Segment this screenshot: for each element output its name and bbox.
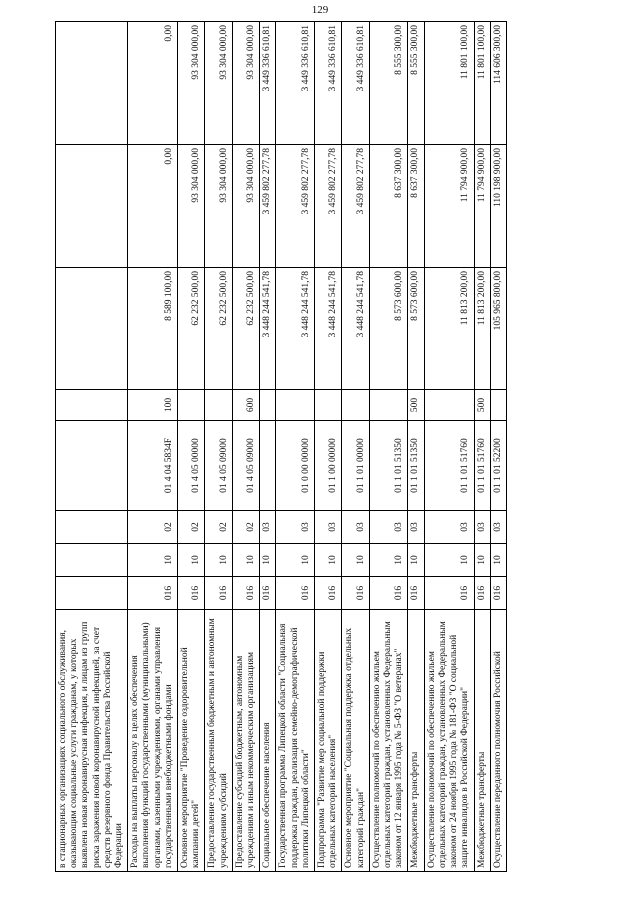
expense-type-cell	[342, 390, 369, 421]
target-article-cell: 01 4 05 09000	[205, 421, 232, 511]
amount-year2-cell: 3 459 802 277,78	[276, 145, 315, 268]
ministry-code-cell: 016	[490, 577, 506, 610]
expense-type-cell: 500	[408, 390, 424, 421]
amount-year2-cell: 8 637 300,00	[369, 145, 408, 268]
ministry-code-cell: 016	[205, 577, 232, 610]
row-name-cell: Социальное обеспечение населения	[260, 610, 276, 872]
subsection-code-cell: 03	[408, 511, 424, 544]
amount-year2-cell: 11 794 900,00	[424, 145, 474, 268]
target-article-cell: 01 0 00 00000	[276, 421, 315, 511]
amount-year2-cell: 11 794 900,00	[474, 145, 490, 268]
amount-year1-cell: 11 813 200,00	[424, 268, 474, 390]
row-name-cell: Межбюджетные трансферты	[474, 610, 490, 872]
amount-year1-cell: 3 448 244 541,78	[260, 268, 276, 390]
row-name-cell: Осуществление переданного полномочия Российской	[490, 610, 506, 872]
table-row	[232, 22, 259, 872]
row-name-cell: Предоставление субсидий бюджетным, автономным учреждениям и иным некоммерческим организациям	[232, 610, 259, 872]
table-row	[178, 22, 205, 872]
section-code-cell: 10	[474, 544, 490, 577]
amount-year3-cell: 11 801 100,00	[474, 22, 490, 145]
amount-year3-cell: 8 555 300,00	[408, 22, 424, 145]
amount-year2-cell: 93 304 000,00	[205, 145, 232, 268]
row-name-cell: Основное мероприятие "Проведение оздоровительной кампании детей"	[178, 610, 205, 872]
section-code-cell: 10	[315, 544, 342, 577]
target-article-cell: 01 1 01 51350	[369, 421, 408, 511]
amount-year3-cell: 8 555 300,00	[369, 22, 408, 145]
amount-year3-cell: 0,00	[128, 22, 178, 145]
amount-year1-cell: 62 232 500,00	[232, 268, 259, 390]
section-code-cell: 10	[232, 544, 259, 577]
target-article-cell: 01 4 05 09000	[232, 421, 259, 511]
amount-year3-cell: 3 449 336 610,81	[276, 22, 315, 145]
section-code-cell: 10	[369, 544, 408, 577]
amount-year2-cell: 93 304 000,00	[232, 145, 259, 268]
budget-table	[55, 21, 507, 872]
amount-year3-cell: 3 449 336 610,81	[315, 22, 342, 145]
ministry-code-cell: 016	[232, 577, 259, 610]
subsection-code-cell: 03	[369, 511, 408, 544]
table-row	[474, 22, 490, 872]
ministry-code-cell: 016	[260, 577, 276, 610]
amount-year1-cell: 105 965 800,00	[490, 268, 506, 390]
ministry-code-cell	[56, 577, 128, 610]
subsection-code-cell: 02	[205, 511, 232, 544]
table-row	[260, 22, 276, 872]
section-code-cell: 10	[276, 544, 315, 577]
row-name-cell: Подпрограмма "Развитие мер социальной поддержки отдельных категорий населения"	[315, 610, 342, 872]
table-row	[490, 22, 506, 872]
ministry-code-cell: 016	[315, 577, 342, 610]
subsection-code-cell: 03	[260, 511, 276, 544]
amount-year3-cell: 3 449 336 610,81	[342, 22, 369, 145]
amount-year2-cell: 3 459 802 277,78	[315, 145, 342, 268]
section-code-cell: 10	[408, 544, 424, 577]
ministry-code-cell: 016	[342, 577, 369, 610]
amount-year1-cell: 8 589 100,00	[128, 268, 178, 390]
amount-year3-cell: 93 304 000,00	[178, 22, 205, 145]
target-article-cell: 01 1 01 00000	[342, 421, 369, 511]
amount-year2-cell: 3 459 802 277,78	[342, 145, 369, 268]
ministry-code-cell: 016	[474, 577, 490, 610]
amount-year3-cell: 93 304 000,00	[205, 22, 232, 145]
ministry-code-cell: 016	[276, 577, 315, 610]
expense-type-cell	[424, 390, 474, 421]
table-row	[408, 22, 424, 872]
target-article-cell: 01 1 01 52200	[490, 421, 506, 511]
expense-type-cell	[315, 390, 342, 421]
amount-year3-cell: 93 304 000,00	[232, 22, 259, 145]
table-row	[342, 22, 369, 872]
rotated-table-container	[55, 22, 515, 872]
expense-type-cell	[178, 390, 205, 421]
amount-year2-cell: 93 304 000,00	[178, 145, 205, 268]
target-article-cell: 01 4 04 5834F	[128, 421, 178, 511]
section-code-cell	[56, 544, 128, 577]
row-name-cell: Осуществление полномочий по обеспечению жильем отдельных категорий граждан, установленных Федеральным законом от 24 ноября 1995 года № 181-ФЗ "О социальной защите инвалидов в Российской Федерации"	[424, 610, 474, 872]
subsection-code-cell: 03	[424, 511, 474, 544]
row-name-cell: Расходы на выплаты персоналу в целях обеспечения выполнения функций государственными (муниципальными) органами, казенными учреждениями, органами управления государственными внебюджетными фондами	[128, 610, 178, 872]
table-row	[128, 22, 178, 872]
section-code-cell: 10	[128, 544, 178, 577]
expense-type-cell	[56, 390, 128, 421]
section-code-cell: 10	[490, 544, 506, 577]
target-article-cell: 01 1 01 51350	[408, 421, 424, 511]
row-name-cell: Осуществление полномочий по обеспечению жильем отдельных категорий граждан, установленных Федеральным законом от 12 января 1995 года № 5-ФЗ "О ветеранах"	[369, 610, 408, 872]
section-code-cell: 10	[424, 544, 474, 577]
ministry-code-cell: 016	[424, 577, 474, 610]
target-article-cell	[56, 421, 128, 511]
section-code-cell: 10	[342, 544, 369, 577]
table-row	[205, 22, 232, 872]
row-name-cell: Государственная программа Липецкой области "Социальная поддержка граждан, реализация семейно-демографической политики Липецкой области"	[276, 610, 315, 872]
target-article-cell: 01 1 00 00000	[315, 421, 342, 511]
amount-year1-cell: 62 232 500,00	[205, 268, 232, 390]
amount-year1-cell	[56, 268, 128, 390]
amount-year2-cell: 8 637 300,00	[408, 145, 424, 268]
subsection-code-cell: 03	[315, 511, 342, 544]
amount-year3-cell: 11 801 100,00	[424, 22, 474, 145]
subsection-code-cell: 03	[342, 511, 369, 544]
amount-year1-cell: 62 232 500,00	[178, 268, 205, 390]
table-row	[315, 22, 342, 872]
amount-year1-cell: 8 573 600,00	[408, 268, 424, 390]
section-code-cell: 10	[178, 544, 205, 577]
subsection-code-cell: 02	[128, 511, 178, 544]
expense-type-cell	[369, 390, 408, 421]
amount-year1-cell: 3 448 244 541,78	[342, 268, 369, 390]
expense-type-cell: 600	[232, 390, 259, 421]
amount-year3-cell: 3 449 336 610,81	[260, 22, 276, 145]
expense-type-cell	[490, 390, 506, 421]
row-name-cell: Межбюджетные трансферты	[408, 610, 424, 872]
table-row	[276, 22, 315, 872]
amount-year2-cell	[56, 145, 128, 268]
amount-year2-cell: 0,00	[128, 145, 178, 268]
subsection-code-cell: 03	[474, 511, 490, 544]
amount-year3-cell	[56, 22, 128, 145]
subsection-code-cell: 03	[276, 511, 315, 544]
expense-type-cell	[205, 390, 232, 421]
target-article-cell: 01 4 05 00000	[178, 421, 205, 511]
ministry-code-cell: 016	[369, 577, 408, 610]
section-code-cell: 10	[205, 544, 232, 577]
expense-type-cell	[260, 390, 276, 421]
ministry-code-cell: 016	[408, 577, 424, 610]
expense-type-cell	[276, 390, 315, 421]
target-article-cell: 01 1 01 51760	[474, 421, 490, 511]
table-row	[369, 22, 408, 872]
table-row	[56, 22, 128, 872]
expense-type-cell: 100	[128, 390, 178, 421]
target-article-cell: 01 1 01 51760	[424, 421, 474, 511]
table-row	[424, 22, 474, 872]
amount-year2-cell: 3 459 802 277,78	[260, 145, 276, 268]
amount-year1-cell: 11 813 200,00	[474, 268, 490, 390]
subsection-code-cell: 02	[232, 511, 259, 544]
section-code-cell: 10	[260, 544, 276, 577]
amount-year3-cell: 114 606 300,00	[490, 22, 506, 145]
amount-year1-cell: 8 573 600,00	[369, 268, 408, 390]
row-name-cell: в стационарных организациях социального обслуживания, оказывающим социальные услуги гражданам, у которых выявлена новая коронавирусная инфекция, и лицам из групп риска заражения новой коронавирусной инфекцией, за счет средств резервного фонда Правительства Российской Федерации	[56, 610, 128, 872]
amount-year1-cell: 3 448 244 541,78	[276, 268, 315, 390]
ministry-code-cell: 016	[178, 577, 205, 610]
expense-type-cell: 500	[474, 390, 490, 421]
target-article-cell	[260, 421, 276, 511]
subsection-code-cell	[56, 511, 128, 544]
table-body	[56, 22, 507, 872]
row-name-cell: Основное мероприятие "Социальная поддержка отдельных категорий граждан"	[342, 610, 369, 872]
amount-year1-cell: 3 448 244 541,78	[315, 268, 342, 390]
subsection-code-cell: 03	[490, 511, 506, 544]
ministry-code-cell: 016	[128, 577, 178, 610]
page-number: 129	[311, 4, 329, 16]
row-name-cell: Предоставление государственным бюджетным и автономным учреждениям субсидий	[205, 610, 232, 872]
amount-year2-cell: 110 198 900,00	[490, 145, 506, 268]
subsection-code-cell: 02	[178, 511, 205, 544]
